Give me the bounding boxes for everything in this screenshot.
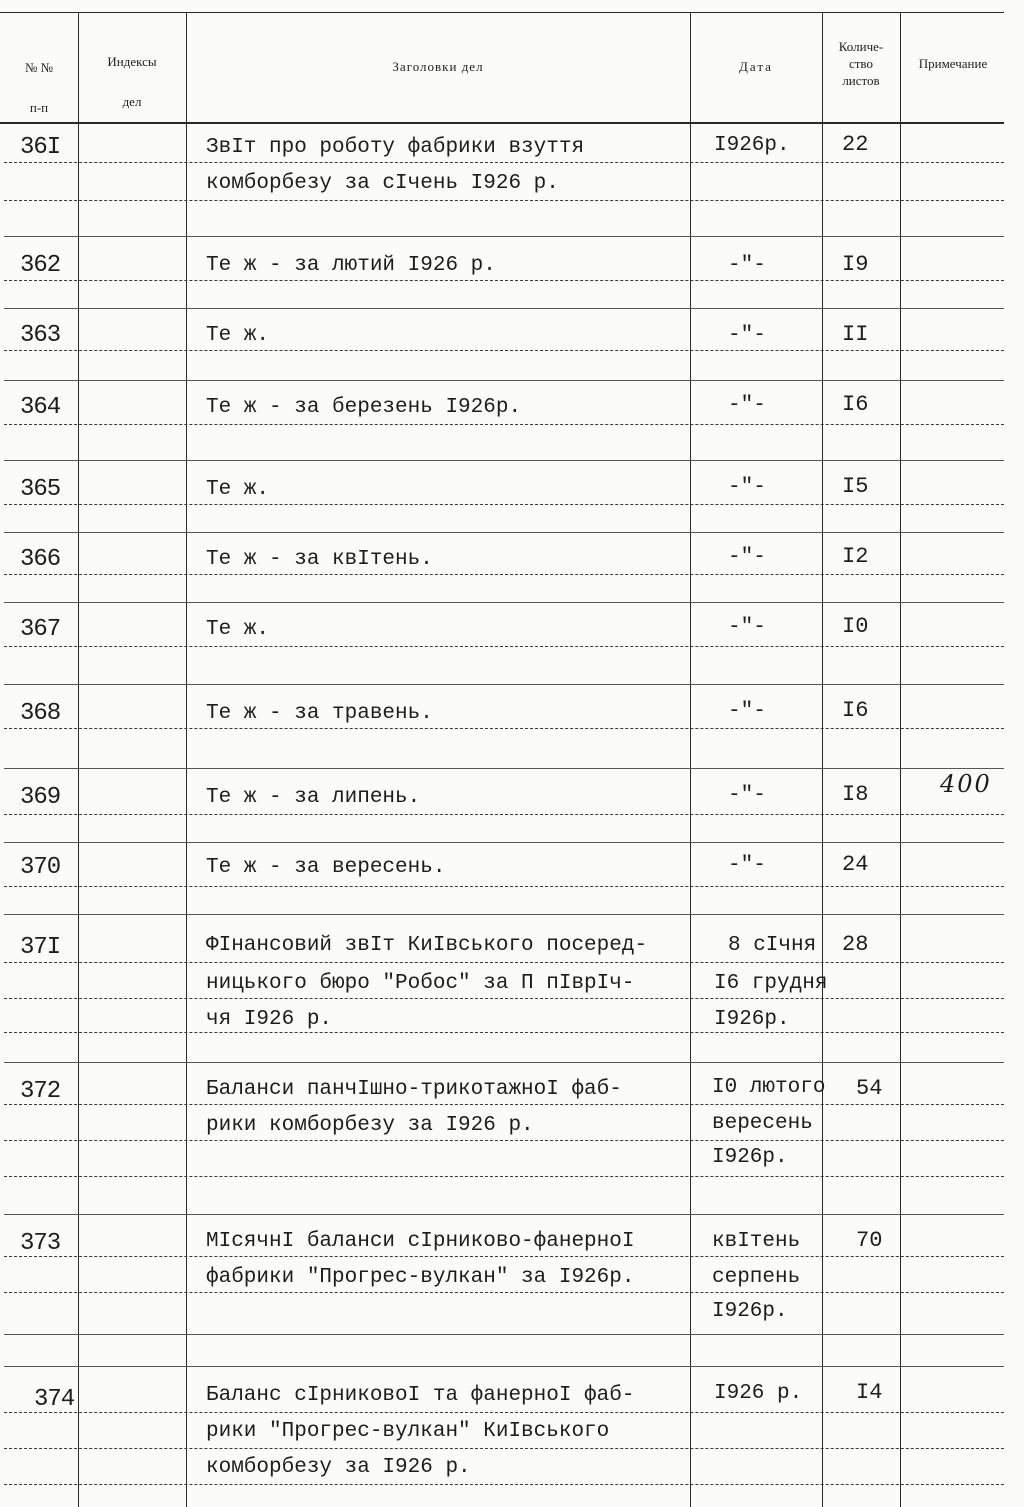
row-date: I0 лютого	[712, 1076, 826, 1099]
row-sheet-count: I9	[842, 252, 869, 277]
header-bottom-border	[0, 122, 1004, 124]
row-number: 373	[20, 1230, 61, 1257]
row-rule	[4, 998, 1004, 999]
row-title-line: комборбезу за сIчень I926 р.	[206, 172, 559, 195]
row-rule	[4, 842, 1004, 843]
row-sheet-count: I4	[856, 1380, 883, 1405]
row-date: I926р.	[714, 1008, 790, 1031]
row-title-line: Те ж.	[206, 618, 270, 641]
row-date: -"-	[728, 394, 766, 417]
row-number: 363	[20, 322, 61, 349]
row-rule	[4, 768, 1004, 769]
row-title-line: комборбезу за I926 р.	[206, 1456, 471, 1479]
row-number: 372	[20, 1078, 61, 1105]
row-rule	[4, 602, 1004, 603]
row-number: 368	[20, 700, 61, 727]
row-sheet-count: 22	[842, 132, 869, 157]
row-rule	[4, 1292, 1004, 1293]
row-date: -"-	[728, 254, 766, 277]
row-date: I926р.	[712, 1146, 788, 1169]
header-sheets-column: Количе- ство листов	[838, 39, 884, 88]
row-rule	[4, 380, 1004, 381]
row-rule	[4, 280, 1004, 281]
row-sheet-count: 24	[842, 852, 869, 877]
row-sheet-count: I6	[842, 392, 869, 417]
row-title-line: Те ж - за травень.	[206, 702, 433, 725]
row-date: I926 р.	[714, 1382, 803, 1405]
row-rule	[4, 962, 1004, 963]
row-rule	[4, 504, 1004, 505]
row-rule	[4, 460, 1004, 461]
row-title-line: чя I926 р.	[206, 1008, 333, 1031]
row-rule	[4, 1032, 1004, 1033]
row-rule	[4, 646, 1004, 647]
header-date-column: Дата	[739, 59, 773, 74]
row-number: 365	[20, 476, 61, 503]
row-number: 37I	[20, 934, 61, 961]
row-number: 366	[20, 546, 61, 573]
row-number: 36I	[20, 134, 61, 161]
row-rule	[4, 236, 1004, 237]
row-rule	[4, 1176, 1004, 1177]
row-number: 367	[20, 616, 61, 643]
row-title-line: Те ж - за липень.	[206, 786, 421, 809]
row-title-line: фабрики "Прогрес-вулкан" за I926р.	[206, 1266, 635, 1289]
row-date: -"-	[728, 854, 766, 877]
row-number: 370	[20, 854, 61, 881]
top-border	[0, 12, 1004, 13]
row-rule	[4, 162, 1004, 163]
row-date: 8 сIчня	[728, 934, 817, 957]
row-rule	[4, 1104, 1004, 1105]
row-sheet-count: I0	[842, 614, 869, 639]
row-sheet-count: 54	[856, 1076, 883, 1101]
row-title-line: Те ж - за лютий I926 р.	[206, 254, 496, 277]
row-rule	[4, 424, 1004, 425]
row-rule	[4, 1412, 1004, 1413]
row-title-line: ницького бюро "Робос" за П пIврIч-	[206, 972, 635, 995]
row-date: -"-	[728, 784, 766, 807]
row-date: -"-	[728, 700, 766, 723]
row-date: вересень	[712, 1112, 813, 1135]
row-rule	[4, 814, 1004, 815]
row-sheet-count: I6	[842, 698, 869, 723]
row-rule	[4, 1334, 1004, 1335]
row-date: I926р.	[714, 134, 790, 157]
row-date: квIтень	[712, 1230, 801, 1253]
row-sheet-count: I8	[842, 782, 869, 807]
row-number: 374	[34, 1386, 75, 1413]
row-rule	[4, 1140, 1004, 1141]
row-title-line: МIсячнI баланси сIрниково-фанерноI	[206, 1230, 635, 1253]
row-rule	[4, 1448, 1004, 1449]
row-title-line: Те ж - за березень I926р.	[206, 396, 522, 419]
row-title-line: рики комборбезу за I926 р.	[206, 1114, 534, 1137]
row-sheet-count: I5	[842, 474, 869, 499]
header-number-column: № № п-п	[24, 60, 54, 115]
row-rule	[4, 1256, 1004, 1257]
row-title-line: Те ж - за вересень.	[206, 856, 446, 879]
row-title-line: Те ж.	[206, 478, 270, 501]
row-date: -"-	[728, 616, 766, 639]
row-rule	[4, 1062, 1004, 1063]
row-rule	[4, 728, 1004, 729]
row-sheet-count: I2	[842, 544, 869, 569]
row-rule	[4, 1366, 1004, 1367]
row-sheet-count: 70	[856, 1228, 883, 1253]
row-title-line: ФIнансовий звIт КиIвського посеред-	[206, 934, 648, 957]
row-rule	[4, 308, 1004, 309]
row-rule	[4, 200, 1004, 201]
row-date: -"-	[728, 546, 766, 569]
row-number: 364	[20, 394, 61, 421]
row-sheet-count: II	[842, 322, 869, 347]
row-date: I926р.	[712, 1300, 788, 1323]
row-rule	[4, 350, 1004, 351]
row-rule	[4, 574, 1004, 575]
row-rule	[4, 886, 1004, 887]
row-rule	[4, 1214, 1004, 1215]
row-date: I6 грудня	[714, 972, 828, 995]
handwritten-note: 400	[940, 770, 992, 798]
row-rule	[4, 1484, 1004, 1485]
header-title-column: Заголовки дел	[392, 59, 484, 74]
row-rule	[4, 684, 1004, 685]
row-number: 362	[20, 252, 61, 279]
row-title-line: Баланси панчIшно-трикотажноI фаб-	[206, 1078, 622, 1101]
row-rule	[4, 532, 1004, 533]
row-date: -"-	[728, 476, 766, 499]
header-note-column: Примечание	[918, 56, 988, 71]
row-date: -"-	[728, 324, 766, 347]
row-title-line: Те ж.	[206, 324, 270, 347]
row-title-line: Те ж - за квIтень.	[206, 548, 433, 571]
row-date: серпень	[712, 1266, 801, 1289]
row-title-line: ЗвIт про роботу фабрики взуття	[206, 136, 585, 159]
row-title-line: рики "Прогрес-вулкан" КиIвського	[206, 1420, 610, 1443]
row-title-line: Баланс сIрниковоI та фанерноI фаб-	[206, 1384, 635, 1407]
header-index-column: Индексы дел	[107, 54, 157, 109]
row-sheet-count: 28	[842, 932, 869, 957]
row-number: 369	[20, 784, 61, 811]
row-rule	[4, 914, 1004, 915]
